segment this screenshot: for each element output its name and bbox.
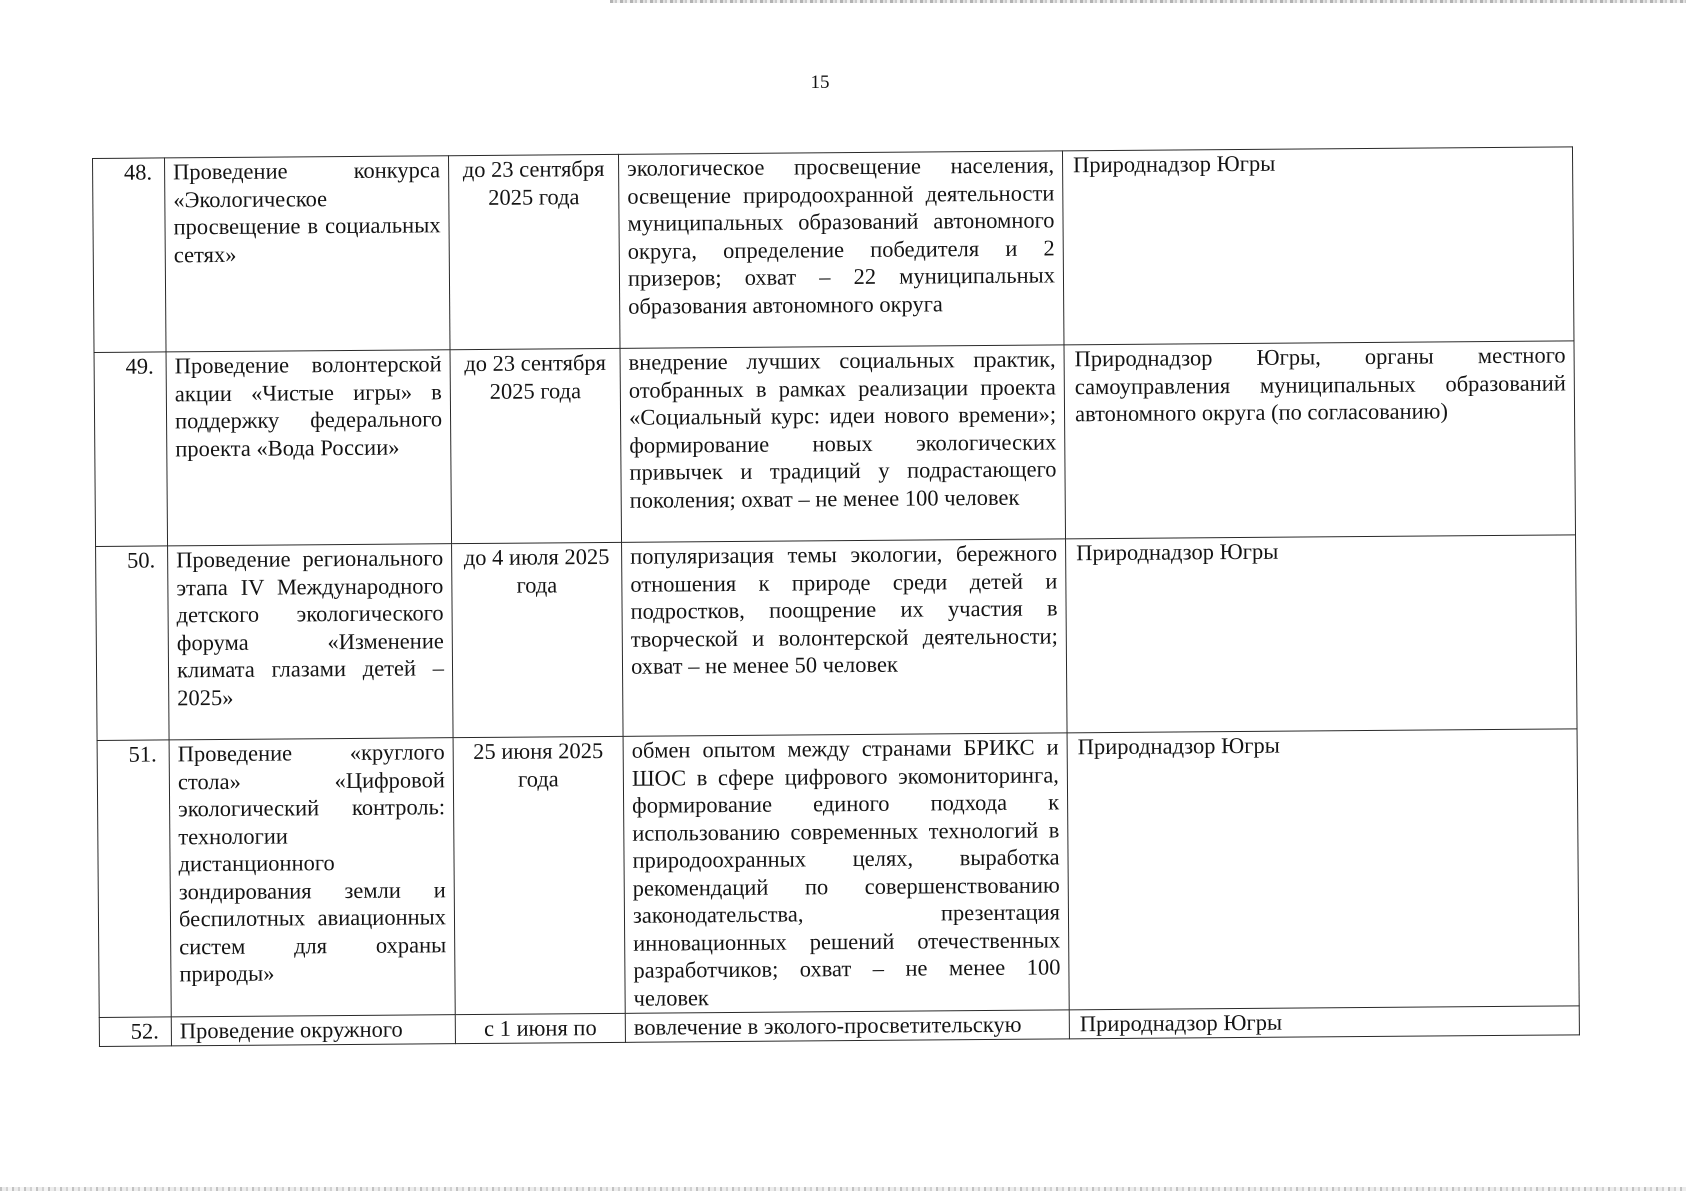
event-name: Проведение «круглого стола» «Цифровой экологический контроль: технологии дистанционного зондирования земли и беспилотных авиационных систем для охраны природы» bbox=[169, 738, 455, 1017]
table-row bbox=[97, 729, 1579, 1018]
event-name: Проведение конкурса «Экологическое просвещение в социальных сетях» bbox=[165, 156, 451, 352]
activities-table bbox=[92, 146, 1580, 1046]
event-name: Проведение регионального этапа IV Международного детского экологического форума «Изменение климата глазами детей – 2025» bbox=[168, 544, 454, 740]
expected-result: популяризация темы экологии, бережного отношения к природе среди детей и подростков, поощрение их участия в творческой и волонтерской деятельности; охват – не менее 50 человек bbox=[622, 539, 1068, 736]
row-number: 52. bbox=[99, 1017, 171, 1046]
table-row bbox=[96, 535, 1577, 741]
event-name: Проведение волонтерской акции «Чистые игры» в поддержку федерального проекта «Вода России» bbox=[166, 350, 452, 546]
deadline: 25 июня 2025 года bbox=[453, 736, 625, 1014]
row-number: 49. bbox=[94, 352, 168, 547]
row-number: 51. bbox=[97, 740, 171, 1018]
deadline: до 4 июля 2025 года bbox=[452, 542, 624, 737]
expected-result: экологическое просвещение населения, освещение природоохранной деятельности муниципальных образований автономного округа, определение победителя и 2 призеров; охват – 22 муниципальных образования автономного округа bbox=[618, 151, 1064, 348]
scan-edge-top bbox=[610, 0, 1686, 3]
deadline: с 1 июня по bbox=[455, 1013, 625, 1043]
expected-result: внедрение лучших социальных практик, отобранных в рамках реализации проекта «Социальный курс: идеи нового времени»; формирование новых экологических привычек и традиций у подрастающего поколения; охват – не менее 100 человек bbox=[620, 345, 1066, 542]
event-name: Проведение окружного bbox=[171, 1015, 455, 1046]
responsible: Природнадзор Югры, органы местного самоуправления муниципальных образований автономного округа (по согласованию) bbox=[1064, 341, 1576, 539]
responsible: Природнадзор Югры bbox=[1062, 147, 1574, 345]
deadline: до 23 сентября 2025 года bbox=[448, 154, 620, 349]
responsible: Природнадзор Югры bbox=[1069, 1006, 1579, 1039]
row-number: 50. bbox=[96, 546, 170, 741]
expected-result: обмен опытом между странами БРИКС и ШОС в сфере цифрового экомониторинга, формирование единого подхода к использованию современных технологий в природоохранных целях, выработка рекомендаций по совершенствованию законодательства, презентация инновационных решений отечественных разработчиков; охват – не менее 100 человек bbox=[623, 733, 1069, 1013]
responsible: Природнадзор Югры bbox=[1067, 729, 1579, 1010]
row-number: 48. bbox=[93, 158, 167, 353]
responsible: Природнадзор Югры bbox=[1066, 535, 1578, 733]
deadline: до 23 сентября 2025 года bbox=[450, 348, 622, 543]
page-number: 15 bbox=[810, 72, 830, 93]
table-row bbox=[93, 147, 1574, 353]
scan-edge-bottom bbox=[0, 1187, 1686, 1191]
expected-result: вовлечение в эколого-просветительскую bbox=[625, 1010, 1069, 1042]
table-row bbox=[94, 341, 1575, 547]
